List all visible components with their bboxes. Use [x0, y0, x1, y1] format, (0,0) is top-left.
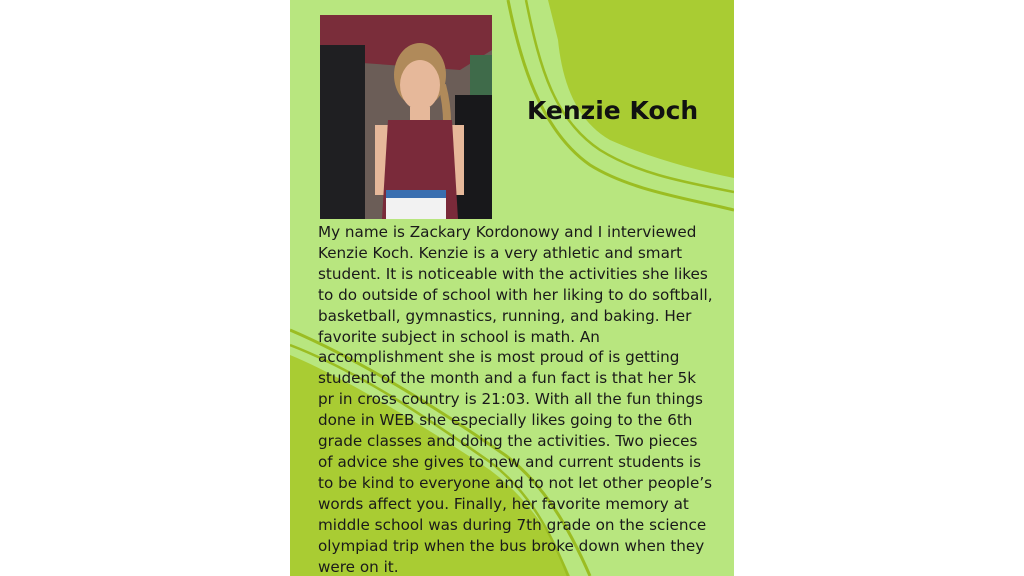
profile-name: Kenzie Koch: [527, 96, 699, 125]
profile-photo: [320, 15, 492, 219]
profile-bio: My name is Zackary Kordonowy and I interviewed Kenzie Koch. Kenzie is a very athletic and smart student. It is noticeable with the activities she likes to do outside of school with her liking to do softball, basketball, gymnastics, running, and baking. Her favorite subject in school is math. An accomplishment she is most proud of is getting student of the month and a fun fact is that her 5k pr in cross country is 21:03. With all the fun things done in WEB she especially likes going to the 6th grade classes and doing the activities. Two pieces of advice she gives to new and current students is to be kind to everyone and to not let other people’s words affect you. Finally, her favorite memory at middle school was during 7th grade on the science olympiad trip when the bus broke down when they were on it.: [318, 223, 713, 576]
profile-card: [290, 0, 734, 576]
